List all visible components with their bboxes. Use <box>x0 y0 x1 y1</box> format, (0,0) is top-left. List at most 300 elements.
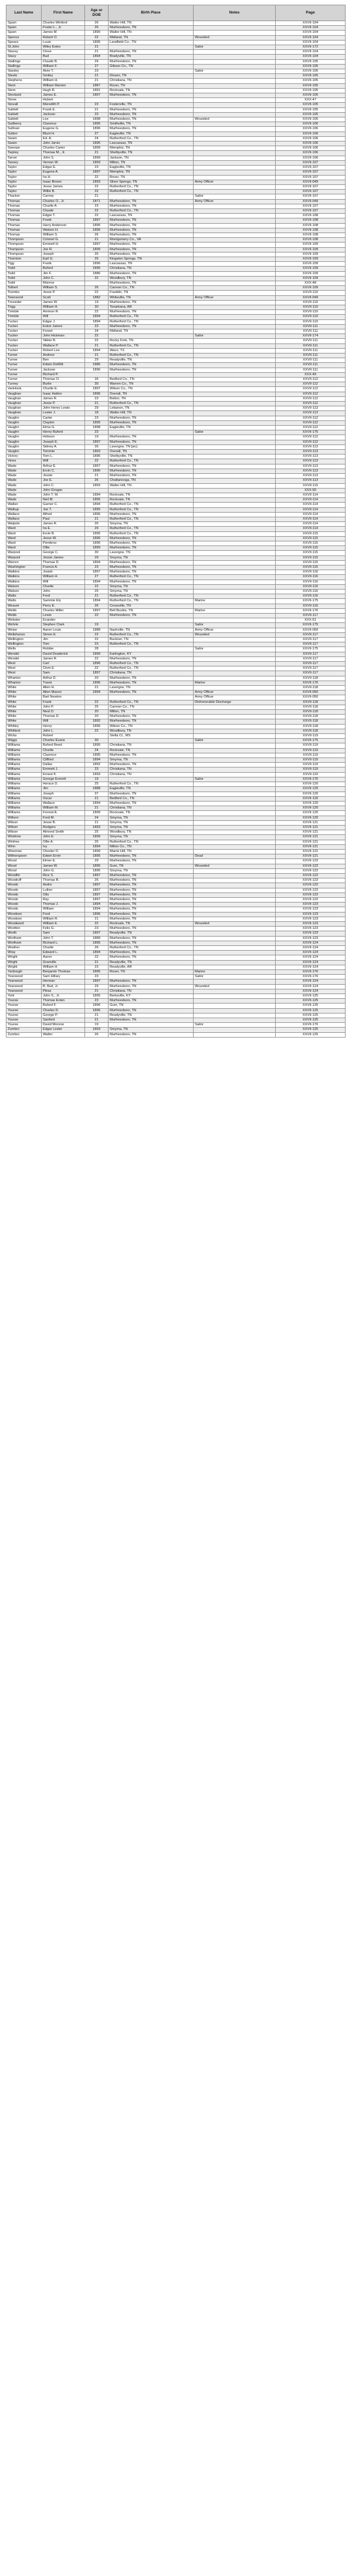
table-row <box>6 420 346 425</box>
last-name-cell: Williams <box>6 767 42 772</box>
notes-cell <box>194 951 276 955</box>
first-name-cell: Harry Anderson <box>42 223 85 228</box>
age-cell: 1896 <box>85 724 109 729</box>
notes-cell <box>194 208 276 213</box>
page-cell: XXVII-109 <box>276 252 346 257</box>
table-row <box>6 503 346 507</box>
page-cell: XXVII-119 <box>276 734 346 739</box>
table-row <box>6 440 346 445</box>
age-cell: 1893 <box>85 483 109 488</box>
first-name-cell: Cleve <box>42 50 85 55</box>
age-cell: 1882 <box>85 295 109 300</box>
page-cell: XXVII-175 <box>276 623 346 628</box>
age-cell: 1895 <box>85 498 109 503</box>
table-row <box>6 26 346 31</box>
notes-cell <box>194 715 276 719</box>
page-cell: XXVII-116 <box>276 570 346 575</box>
age-cell: 1895 <box>85 868 109 873</box>
notes-cell <box>194 589 276 594</box>
last-name-cell: Thomas <box>6 228 42 233</box>
first-name-cell: Josiah <box>42 570 85 575</box>
age-cell: 1897 <box>85 671 109 676</box>
first-name-cell: Clifford <box>42 758 85 763</box>
table-row <box>6 194 346 199</box>
birth-place-cell: Murfreesboro, TN <box>109 117 194 122</box>
page-cell: XXVII-109 <box>276 247 346 252</box>
last-name-cell: St.John <box>6 45 42 50</box>
age-cell: 1894 <box>85 503 109 507</box>
age-cell: 1895 <box>85 854 109 859</box>
birth-place-cell: Milton, TN <box>109 160 194 165</box>
first-name-cell: Thomas D. <box>42 560 85 565</box>
notes-cell <box>194 329 276 334</box>
last-name-cell: Wright <box>6 960 42 965</box>
notes-cell: Sailor <box>194 69 276 74</box>
last-name-cell: Yearwood <box>6 975 42 979</box>
table-row <box>6 638 346 642</box>
notes-cell <box>194 522 276 527</box>
age-cell: 23 <box>85 324 109 329</box>
table-row <box>6 743 346 748</box>
table-row <box>6 339 346 344</box>
first-name-cell: John L. <box>42 729 85 733</box>
first-name-cell: Robbie <box>42 647 85 652</box>
first-name-cell: Eugene G. <box>42 127 85 132</box>
last-name-cell: Wood <box>6 859 42 864</box>
notes-cell <box>194 825 276 830</box>
age-cell: 26 <box>85 233 109 237</box>
first-name-cell: James R. <box>42 656 85 661</box>
notes-cell: Dishonorable Discharge <box>194 700 276 705</box>
notes-cell <box>194 387 276 392</box>
last-name-cell: Watson <box>6 584 42 589</box>
birth-place-cell: Murfreesboro, TN <box>109 310 194 315</box>
first-name-cell: Tom L. <box>42 454 85 459</box>
page-cell: XXVII-118 <box>276 676 346 681</box>
age-cell: 23 <box>85 642 109 647</box>
notes-cell: Wounded <box>194 864 276 868</box>
age-cell: 25 <box>85 782 109 787</box>
page-cell: XXVII-105 <box>276 93 346 98</box>
table-row <box>6 859 346 864</box>
first-name-cell: Ed. A. <box>42 136 85 141</box>
table-row <box>6 334 346 339</box>
page-cell: XXVII-111 <box>276 344 346 348</box>
table-row <box>6 378 346 382</box>
age-cell: 23 <box>85 112 109 117</box>
age-cell: 1896 <box>85 469 109 473</box>
age-cell: 1899 <box>85 247 109 252</box>
first-name-cell: Clarence <box>42 122 85 127</box>
table-row <box>6 402 346 406</box>
page-cell: XXVII-114 <box>276 522 346 527</box>
first-name-cell: Lewis <box>42 613 85 618</box>
notes-cell <box>194 584 276 589</box>
notes-cell <box>194 1032 276 1037</box>
table-row <box>6 989 346 994</box>
table-row <box>6 142 346 146</box>
notes-cell <box>194 531 276 536</box>
first-name-cell: William H. <box>42 575 85 580</box>
page-cell: XXVII-124 <box>276 960 346 965</box>
notes-cell <box>194 960 276 965</box>
page-cell: XXVII-119 <box>276 758 346 763</box>
age-cell <box>85 734 109 739</box>
last-name-cell: Thomas <box>6 223 42 228</box>
age-cell: 29 <box>85 984 109 989</box>
first-name-cell: Thomas B. <box>42 878 85 883</box>
last-name-cell: Steele <box>6 74 42 79</box>
birth-place-cell <box>109 98 194 103</box>
age-cell: 26 <box>85 522 109 527</box>
birth-place-cell: Rutherford Co., TN <box>109 402 194 406</box>
notes-cell <box>194 257 276 261</box>
page-cell: XXVII-117 <box>276 613 346 618</box>
last-name-cell: Wray <box>6 951 42 955</box>
age-cell: 22 <box>85 632 109 637</box>
page-cell: XXVII-105 <box>276 83 346 88</box>
table-row <box>6 127 346 132</box>
notes-cell <box>194 305 276 309</box>
age-cell: 1888 <box>85 628 109 632</box>
table-row <box>6 608 346 613</box>
birth-place-cell: Rutherford Co., TN <box>109 700 194 705</box>
age-cell: 19 <box>85 300 109 305</box>
age-cell: 22 <box>85 214 109 218</box>
birth-place-cell: Milton Co., TN <box>109 844 194 849</box>
last-name-cell: Watkins <box>6 570 42 575</box>
birth-place-cell: Murfreesboro, TN <box>109 271 194 276</box>
table-row <box>6 560 346 565</box>
last-name-cell: Wiggs <box>6 739 42 743</box>
first-name-cell: Rodgers <box>42 825 85 830</box>
notes-cell <box>194 782 276 787</box>
age-cell: 20 <box>85 676 109 681</box>
age-cell: 26 <box>85 840 109 844</box>
age-cell: 25 <box>85 257 109 261</box>
last-name-cell: Toombs <box>6 291 42 295</box>
birth-place-cell: Shelbyville, TN <box>109 454 194 459</box>
notes-cell <box>194 319 276 324</box>
last-name-cell: Taylor <box>6 170 42 175</box>
notes-cell <box>194 724 276 729</box>
table-row <box>6 883 346 888</box>
birth-place-cell: Shelbyville, TN <box>109 151 194 156</box>
table-row <box>6 531 346 536</box>
page-cell: XXVII-050 <box>276 695 346 700</box>
birth-place-cell: Readyville, TN <box>109 960 194 965</box>
notes-cell <box>194 26 276 31</box>
last-name-cell: Wrather <box>6 946 42 951</box>
table-row <box>6 681 346 685</box>
last-name-cell: Sublett <box>6 112 42 117</box>
first-name-cell: Burlie <box>42 382 85 387</box>
page-cell: XXVII-107 <box>276 170 346 175</box>
first-name-cell: Benjamin Thomas <box>42 970 85 975</box>
last-name-cell: Woods <box>6 888 42 893</box>
first-name-cell: Arthur E. <box>42 464 85 469</box>
age-cell: 21 <box>85 917 109 921</box>
birth-place-cell <box>109 372 194 377</box>
birth-place-cell: Murfreesboro, TN <box>109 897 194 902</box>
table-row <box>6 204 346 208</box>
last-name-cell: Woodward <box>6 921 42 926</box>
page-cell: XXVII-118 <box>276 715 346 719</box>
notes-cell: Sailor <box>194 739 276 743</box>
last-name-cell: Trigg <box>6 305 42 309</box>
page-cell: XXVII-105 <box>276 117 346 122</box>
first-name-cell: John C. <box>42 483 85 488</box>
page-cell: XXVII-106 <box>276 127 346 132</box>
age-cell: 1897 <box>85 873 109 878</box>
last-name-cell: White <box>6 700 42 705</box>
birth-place-cell <box>109 777 194 782</box>
page-cell: XXVII-124 <box>276 951 346 955</box>
first-name-cell: B. Bud, Jr. <box>42 984 85 989</box>
notes-cell <box>194 55 276 59</box>
first-name-cell: Arthur D. <box>42 676 85 681</box>
birth-place-cell: Murfreesboro, TN <box>109 199 194 204</box>
age-cell: 1887 <box>85 83 109 88</box>
notes-cell <box>194 411 276 416</box>
last-name-cell: Williams <box>6 748 42 753</box>
notes-cell <box>194 190 276 194</box>
age-cell: 1896 <box>85 267 109 271</box>
last-name-cell: Wellshanss <box>6 632 42 637</box>
age-cell: 22 <box>85 700 109 705</box>
table-row <box>6 656 346 661</box>
page-cell: XXVII-118 <box>276 705 346 709</box>
last-name-cell: Witherspoon <box>6 854 42 859</box>
page-cell: XXVII-121 <box>276 825 346 830</box>
table-row <box>6 396 346 401</box>
age-cell: 1896 <box>85 142 109 146</box>
table-row <box>6 854 346 859</box>
page-cell: XXVII-176 <box>276 608 346 613</box>
last-name-cell: Youree <box>6 1018 42 1023</box>
first-name-cell: Fred <box>42 594 85 599</box>
birth-place-cell: Rutherford Co., TN <box>109 782 194 787</box>
page-cell: XXX-51 <box>276 618 346 623</box>
age-cell: 23 <box>85 565 109 570</box>
last-name-cell: Todd <box>6 267 42 271</box>
notes-cell <box>194 310 276 315</box>
table-row <box>6 344 346 348</box>
last-name-cell: Stockard <box>6 93 42 98</box>
notes-cell <box>194 368 276 372</box>
notes-cell <box>194 127 276 132</box>
first-name-cell: Travis <box>42 681 85 685</box>
page-cell: XXVII-111 <box>276 324 346 329</box>
age-cell: 1899 <box>85 156 109 160</box>
last-name-cell: Watkins <box>6 575 42 580</box>
table-row <box>6 984 346 989</box>
age-cell: 1894 <box>85 758 109 763</box>
table-row <box>6 228 346 233</box>
page-cell: XXVII-115 <box>276 536 346 541</box>
table-row <box>6 796 346 801</box>
table-row <box>6 878 346 883</box>
last-name-cell: Wells <box>6 647 42 652</box>
age-cell <box>85 618 109 623</box>
table-row <box>6 40 346 45</box>
last-name-cell: Yarbough <box>6 970 42 975</box>
last-name-cell: Watson <box>6 589 42 594</box>
birth-place-cell: Walter Hill, TN <box>109 483 194 488</box>
table-row <box>6 927 346 931</box>
last-name-cell: Wallace <box>6 517 42 521</box>
age-cell: 22 <box>85 291 109 295</box>
last-name-cell: Winfree <box>6 840 42 844</box>
age-cell: 19 <box>85 623 109 628</box>
age-cell: 1895 <box>85 864 109 868</box>
page-cell: XXVII-123 <box>276 912 346 917</box>
notes-cell <box>194 575 276 580</box>
notes-cell <box>194 787 276 792</box>
last-name-cell: Woodruff <box>6 878 42 883</box>
birth-place-cell <box>109 695 194 700</box>
age-cell: 21 <box>85 79 109 83</box>
birth-place-cell: Murfreesboro, TN <box>109 50 194 55</box>
page-cell: XXVII-110 <box>276 315 346 319</box>
notes-cell <box>194 748 276 753</box>
table-row <box>6 252 346 257</box>
age-cell: 1896 <box>85 223 109 228</box>
age-cell: 1894 <box>85 951 109 955</box>
last-name-cell: Tucker <box>6 329 42 334</box>
table-row <box>6 844 346 849</box>
age-cell: 30 <box>85 305 109 309</box>
last-name-cell: Stone <box>6 98 42 103</box>
age-cell: 1893 <box>85 450 109 454</box>
last-name-cell: Wortham <box>6 941 42 945</box>
birth-place-cell: Christiana, TN <box>109 79 194 83</box>
page-cell: XXVII-123 <box>276 931 346 936</box>
notes-cell <box>194 252 276 257</box>
table-row <box>6 247 346 252</box>
notes-cell <box>194 903 276 907</box>
page-cell: XXVII-124 <box>276 984 346 989</box>
table-row <box>6 951 346 955</box>
birth-place-cell: Rutherford Co., TN <box>109 599 194 604</box>
birth-place-cell: Rutherford Co., TN <box>109 353 194 358</box>
last-name-cell: Vaughan <box>6 402 42 406</box>
table-row <box>6 430 346 435</box>
birth-place-cell: Smyrna, TN <box>109 820 194 825</box>
table-row <box>6 662 346 666</box>
birth-place-cell: Christiana, TN <box>109 267 194 271</box>
last-name-cell: White <box>6 705 42 709</box>
table-row <box>6 315 346 319</box>
page-cell: XXVII-125 <box>276 1008 346 1013</box>
last-name-cell: York <box>6 994 42 999</box>
page-cell: XXVII-105 <box>276 79 346 83</box>
birth-place-cell: Murfreesboro, TN <box>109 763 194 767</box>
first-name-cell: Frank E. <box>42 107 85 112</box>
page-cell: XXVII-117 <box>276 662 346 666</box>
birth-place-cell: Landfield Co., TN <box>109 40 194 45</box>
first-name-cell: John S. <box>42 156 85 160</box>
birth-place-cell: Rockvale, TN <box>109 88 194 93</box>
birth-place-cell: Lascassas, TN <box>109 262 194 267</box>
last-name-cell: Walker <box>6 503 42 507</box>
birth-place-cell: Rutherford Co., TN <box>109 507 194 512</box>
birth-place-cell: Murfreesboro, TN <box>109 243 194 247</box>
birth-place-cell: Murfreesboro, TN <box>109 656 194 661</box>
first-name-cell: William H. <box>42 79 85 83</box>
notes-cell <box>194 873 276 878</box>
age-cell: 1897 <box>85 440 109 445</box>
first-name-cell: Edwin Ervin <box>42 854 85 859</box>
birth-place-cell: Murfreesboro, TN <box>109 420 194 425</box>
table-row <box>6 975 346 979</box>
notes-cell <box>194 642 276 647</box>
notes-cell <box>194 840 276 844</box>
notes-cell <box>194 228 276 233</box>
table-row <box>6 329 346 334</box>
age-cell: 21 <box>85 806 109 811</box>
notes-cell <box>194 1018 276 1023</box>
first-name-cell: Garner C. <box>42 503 85 507</box>
first-name-cell: Granville <box>42 960 85 965</box>
page-cell: XXVII-175 <box>276 430 346 435</box>
age-cell: 1894 <box>85 580 109 584</box>
table-row <box>6 849 346 854</box>
birth-place-cell <box>109 45 194 50</box>
table-row <box>6 666 346 671</box>
page-cell: XXVII-114 <box>276 517 346 521</box>
last-name-cell: Woodson <box>6 912 42 917</box>
last-name-cell: Thornton <box>6 257 42 261</box>
age-cell: 1893 <box>85 825 109 830</box>
page-cell: XXVII-123 <box>276 907 346 912</box>
first-name-cell: Hubert <box>42 98 85 103</box>
notes-cell <box>194 214 276 218</box>
page-cell: XXX-47 <box>276 98 346 103</box>
last-name-cell: Tucker <box>6 319 42 324</box>
notes-cell <box>194 927 276 931</box>
last-name-cell: White <box>6 719 42 724</box>
first-name-cell: Sidney A. <box>42 445 85 449</box>
table-row <box>6 233 346 237</box>
page-cell: XXVII-176 <box>276 975 346 979</box>
last-name-cell: Watts <box>6 594 42 599</box>
birth-place-cell <box>109 430 194 435</box>
notes-cell <box>194 315 276 319</box>
roster-table <box>6 5 346 1038</box>
page-cell: XXVII-117 <box>276 671 346 676</box>
notes-cell <box>194 772 276 777</box>
birth-place-cell: Murfreesboro, TN <box>109 753 194 757</box>
notes-cell <box>194 170 276 175</box>
first-name-cell: William R. <box>42 917 85 921</box>
first-name-cell: Joe T. <box>42 507 85 512</box>
page-cell: XXVII-106 <box>276 136 346 141</box>
table-row <box>6 83 346 88</box>
page-cell: XXVII-111 <box>276 363 346 368</box>
first-name-cell: Tom <box>42 642 85 647</box>
age-cell: 29 <box>85 527 109 531</box>
last-name-cell: Stem <box>6 83 42 88</box>
notes-cell <box>194 276 276 281</box>
notes-cell <box>194 820 276 825</box>
last-name-cell: Thomas <box>6 233 42 237</box>
table-row <box>6 840 346 844</box>
page-cell: XXVII-120 <box>276 801 346 806</box>
page-cell: XXVII-104 <box>276 26 346 31</box>
notes-cell <box>194 835 276 840</box>
last-name-cell: Youree <box>6 1023 42 1028</box>
